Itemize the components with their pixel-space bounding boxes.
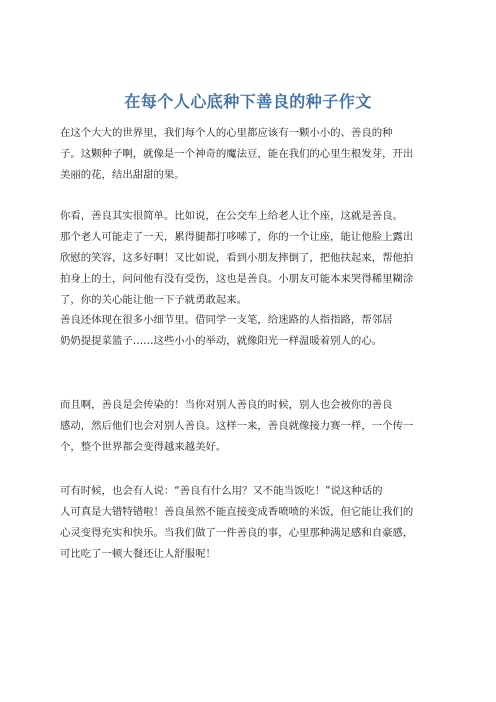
paragraph-line: 那个老人可能走了一天，累得腿都打哆嗦了，你的一个让座，能让他脸上露出: [60, 231, 414, 243]
paragraph-line: 奶奶提提菜篮子……这些小小的举动，就像阳光一样温暖着别人的心。: [60, 335, 383, 347]
paragraph-line: 可有时候，也会有人说：“善良有什么用？又不能当饭吃！”说这种话的: [60, 485, 383, 497]
paragraph-line: 人可真是大错特错啦！善良虽然不能直接变成香喷喷的米饭，但它能让我们的: [60, 506, 414, 518]
paragraph-line: 感动，然后他们也会对别人善良。这样一来，善良就像接力赛一样，一个传一: [60, 420, 414, 432]
document-title: 在每个人心底种下善良的种子作文: [124, 92, 372, 111]
paragraph-2: [60, 206, 440, 311]
paragraph-line: 在这个大大的世界里，我们每个人的心里都应该有一颗小小的、善良的种: [60, 127, 393, 139]
paragraph-5: [60, 481, 440, 565]
paragraph-3: [60, 310, 440, 352]
paragraph-line: 可比吃了一顿大餐还让人舒服呢！: [60, 548, 216, 560]
paragraph-4: [60, 395, 440, 458]
paragraph-1: [60, 123, 440, 186]
paragraph-line: 心灵变得充实和快乐。当我们做了一件善良的事，心里那种满足感和自豪感，: [60, 527, 414, 539]
paragraph-line: 个，整个世界都会变得越来越美好。: [60, 441, 227, 453]
paragraph-line: 而且啊，善良是会传染的！当你对别人善良的时候，别人也会被你的善良: [60, 399, 393, 411]
paragraph-line: 了，你的关心能让他一下子就勇敢起来。: [60, 294, 248, 306]
paragraph-line: 拍身上的土，问问他有没有受伤，这也是善良。小朋友可能本来哭得稀里糊涂: [60, 273, 414, 285]
paragraph-line: 善良还体现在很多小细节里。借同学一支笔，给迷路的人指指路，帮邻居: [60, 314, 393, 326]
paragraph-line: 你看，善良其实很简单。比如说，在公交车上给老人让个座，这就是善良。: [60, 210, 403, 222]
paragraph-line: 欣慰的笑容，这多好啊！又比如说，看到小朋友摔倒了，把他扶起来，帮他拍: [60, 252, 414, 264]
paragraph-line: 子。这颗种子啊，就像是一个神奇的魔法豆，能在我们的心里生根发芽，开出: [60, 148, 414, 160]
paragraph-line: 美丽的花，结出甜甜的果。: [60, 169, 185, 181]
